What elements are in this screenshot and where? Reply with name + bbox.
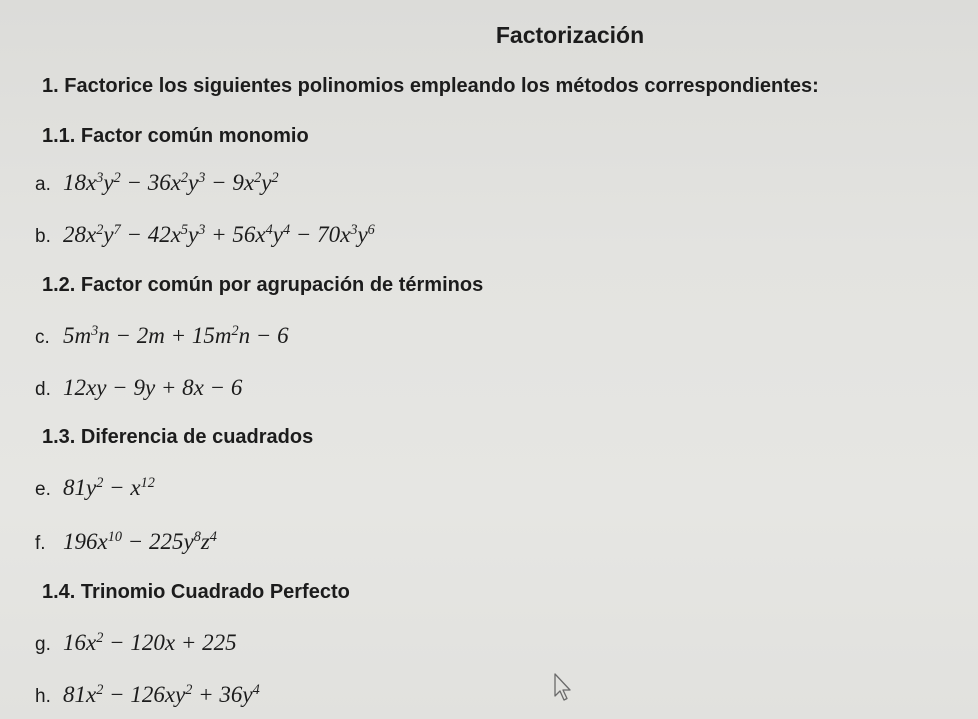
item-letter: h.	[35, 686, 51, 707]
section-heading-trinomio: 1.4. Trinomio Cuadrado Perfecto	[42, 581, 350, 603]
polynomial-expression: $18x^3y^2 - 36x^2y^3 - 9x^2y^2$	[63, 170, 279, 195]
item-letter: g.	[35, 634, 51, 655]
item-letter: c.	[35, 327, 50, 348]
exercise-item-e	[35, 475, 155, 501]
exercise-item-b	[35, 222, 375, 248]
exercise-item-h	[35, 682, 260, 708]
polynomial-expression: $28x^2y^7 - 42x^5y^3 + 56x^4y^4 - 70x^3y^6$	[63, 222, 375, 247]
polynomial-expression: $196x^{10} - 225y^8z^4$	[63, 529, 217, 554]
polynomial-expression: $16x^2 - 120x + 225$	[63, 630, 237, 655]
section-heading-monomio: 1.1. Factor común monomio	[42, 125, 309, 147]
polynomial-expression: $81y^2 - x^{12}$	[63, 475, 155, 500]
section-heading-diferencia-cuadrados: 1.3. Diferencia de cuadrados	[42, 426, 314, 448]
item-letter: a.	[35, 174, 51, 195]
mouse-pointer-icon	[553, 672, 575, 702]
page-title: Factorización	[495, 22, 645, 48]
item-letter: e.	[35, 479, 51, 500]
exercise-item-f	[35, 529, 217, 555]
item-letter: d.	[35, 379, 51, 400]
item-letter: f.	[35, 533, 46, 554]
exercise-item-d	[35, 375, 242, 401]
exercise-item-c	[35, 323, 289, 349]
exercise-item-a	[35, 170, 279, 196]
polynomial-expression: $5m^3n - 2m + 15m^2n - 6$	[63, 323, 289, 348]
instruction-text: 1. Factorice los siguientes polinomios empleando los métodos correspondientes:	[42, 75, 819, 97]
polynomial-expression: 12xy − 9y + 8x − 6	[63, 375, 243, 400]
section-heading-agrupacion: 1.2. Factor común por agrupación de términos	[42, 274, 484, 296]
exercise-item-g	[35, 630, 237, 656]
polynomial-expression: $81x^2 - 126xy^2 + 36y^4$	[63, 682, 260, 707]
item-letter: b.	[35, 226, 51, 247]
